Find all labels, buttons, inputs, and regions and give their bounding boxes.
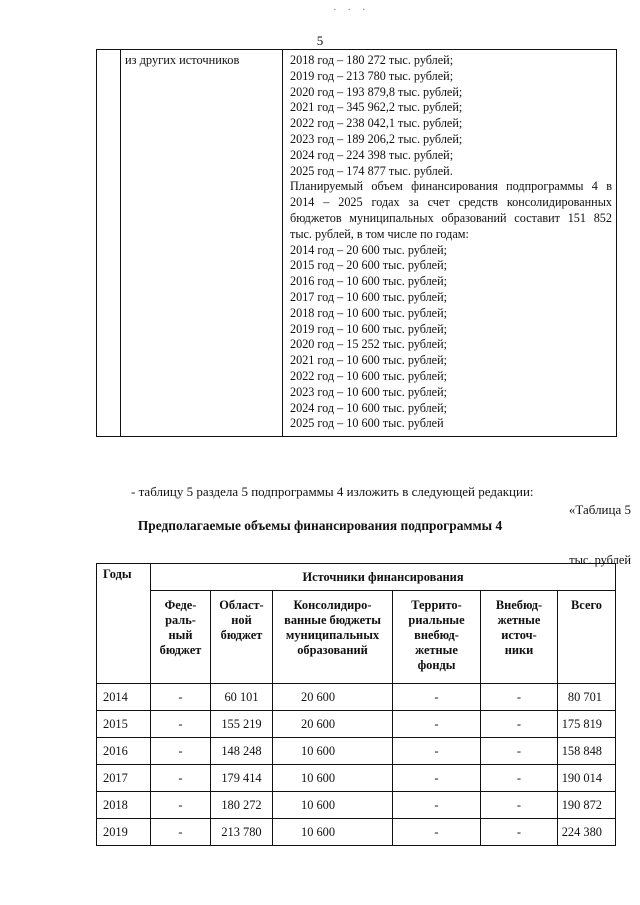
cell-total: 158 848	[558, 738, 616, 765]
header-sources: Источники финансирования	[151, 564, 616, 591]
cell-territorial: -	[393, 738, 481, 765]
funding-line: 2022 год – 238 042,1 тыс. рублей;	[290, 116, 463, 131]
header-regional: Област- ной бюджет	[211, 591, 273, 684]
header-federal: Феде- раль- ный бюджет	[151, 591, 211, 684]
funding-line: 2020 год – 193 879,8 тыс. рублей;	[290, 84, 463, 99]
cell-municipal: 10 600	[273, 819, 393, 846]
table-label: «Таблица 5	[568, 502, 631, 517]
table-row	[97, 711, 616, 738]
cell-regional: 179 414	[211, 765, 273, 792]
cell-year: 2014	[97, 684, 151, 711]
funding-details	[283, 50, 617, 437]
funding-line: 2024 год – 10 600 тыс. рублей;	[290, 400, 447, 415]
funding-line: 2015 год – 20 600 тыс. рублей;	[290, 258, 447, 273]
cell-territorial: -	[393, 684, 481, 711]
cell-territorial: -	[393, 711, 481, 738]
funding-line: 2021 год – 345 962,2 тыс. рублей;	[290, 100, 463, 115]
funding-line: 2019 год – 213 780 тыс. рублей;	[290, 68, 454, 83]
cell-regional: 148 248	[211, 738, 273, 765]
cell-year: 2018	[97, 792, 151, 819]
cell-regional: 155 219	[211, 711, 273, 738]
cell-federal: -	[151, 765, 211, 792]
cell-extra: -	[481, 765, 558, 792]
cell-regional: 180 272	[211, 792, 273, 819]
cell-municipal: 10 600	[273, 765, 393, 792]
empty-cell	[97, 50, 121, 437]
cell-total: 190 014	[558, 765, 616, 792]
funding-line: 2020 год – 15 252 тыс. рублей;	[290, 337, 447, 352]
funding-line: 2025 год – 174 877 тыс. рублей.	[290, 163, 453, 178]
funding-sources-table	[96, 49, 617, 437]
table-row	[97, 819, 616, 846]
municipal-by-year-lines	[290, 243, 612, 433]
funding-line: 2023 год – 10 600 тыс. рублей;	[290, 384, 447, 399]
cell-regional: 213 780	[211, 819, 273, 846]
cell-federal: -	[151, 711, 211, 738]
table-row	[97, 792, 616, 819]
table-row	[97, 765, 616, 792]
funding-line: 2023 год – 189 206,2 тыс. рублей;	[290, 131, 463, 146]
header-extrabudgetary: Внебюд- жетные источ- ники	[481, 591, 558, 684]
funding-line: 2016 год – 10 600 тыс. рублей;	[290, 274, 447, 289]
cell-municipal: 20 600	[273, 684, 393, 711]
cell-year: 2015	[97, 711, 151, 738]
financing-table	[96, 563, 616, 846]
cell-federal: -	[151, 684, 211, 711]
header-total: Всего	[558, 591, 616, 684]
funding-line: 2022 год – 10 600 тыс. рублей;	[290, 368, 447, 383]
cell-extra: -	[481, 711, 558, 738]
municipal-funding-paragraph: Планируемый объем финансирования подпрограммы 4 в 2014 – 2025 годах за счет средств консолидированных бюджетов муниципальных образований составит 151 852 тыс. рублей, в том числе по годам:	[290, 179, 612, 241]
table-row	[97, 738, 616, 765]
instruction-text: - таблицу 5 раздела 5 подпрограммы 4 изложить в следующей редакции:	[131, 484, 534, 499]
table-row	[97, 50, 617, 437]
source-label: из других источников	[121, 50, 283, 437]
cell-extra: -	[481, 738, 558, 765]
cell-extra: -	[481, 684, 558, 711]
cell-territorial: -	[393, 819, 481, 846]
cell-municipal: 20 600	[273, 711, 393, 738]
unit-label: тыс. рублей	[569, 553, 631, 567]
cell-year: 2017	[97, 765, 151, 792]
header-municipal: Консолидиро- ванные бюджеты муниципальных образований	[273, 591, 393, 684]
cell-extra: -	[481, 819, 558, 846]
cell-total: 224 380	[558, 819, 616, 846]
scan-artifact: · · ·	[333, 4, 370, 16]
cell-year: 2019	[97, 819, 151, 846]
table-row	[97, 684, 616, 711]
header-years: Годы	[97, 564, 151, 684]
cell-municipal: 10 600	[273, 792, 393, 819]
funding-line: 2017 год – 10 600 тыс. рублей;	[290, 289, 447, 304]
funding-line: 2024 год – 224 398 тыс. рублей;	[290, 147, 454, 162]
cell-federal: -	[151, 792, 211, 819]
cell-municipal: 10 600	[273, 738, 393, 765]
cell-federal: -	[151, 738, 211, 765]
cell-territorial: -	[393, 765, 481, 792]
cell-year: 2016	[97, 738, 151, 765]
funding-line: 2025 год – 10 600 тыс. рублей	[290, 416, 444, 431]
funding-lines	[290, 53, 612, 179]
cell-total: 190 872	[558, 792, 616, 819]
funding-line: 2018 год – 10 600 тыс. рублей;	[290, 305, 447, 320]
subheader-row	[97, 591, 616, 684]
funding-line: 2021 год – 10 600 тыс. рублей;	[290, 353, 447, 368]
header-row	[97, 564, 616, 591]
header-territorial: Террито- риальные внебюд- жетные фонды	[393, 591, 481, 684]
cell-extra: -	[481, 792, 558, 819]
cell-territorial: -	[393, 792, 481, 819]
cell-regional: 60 101	[211, 684, 273, 711]
funding-line: 2019 год – 10 600 тыс. рублей;	[290, 321, 447, 336]
cell-total: 175 819	[558, 711, 616, 738]
page-number: 5	[316, 33, 324, 48]
table-title: Предполагаемые объемы финансирования подпрограммы 4	[137, 518, 503, 533]
funding-line: 2014 год – 20 600 тыс. рублей;	[290, 242, 447, 257]
cell-federal: -	[151, 819, 211, 846]
cell-total: 80 701	[558, 684, 616, 711]
funding-line: 2018 год – 180 272 тыс. рублей;	[290, 53, 454, 67]
